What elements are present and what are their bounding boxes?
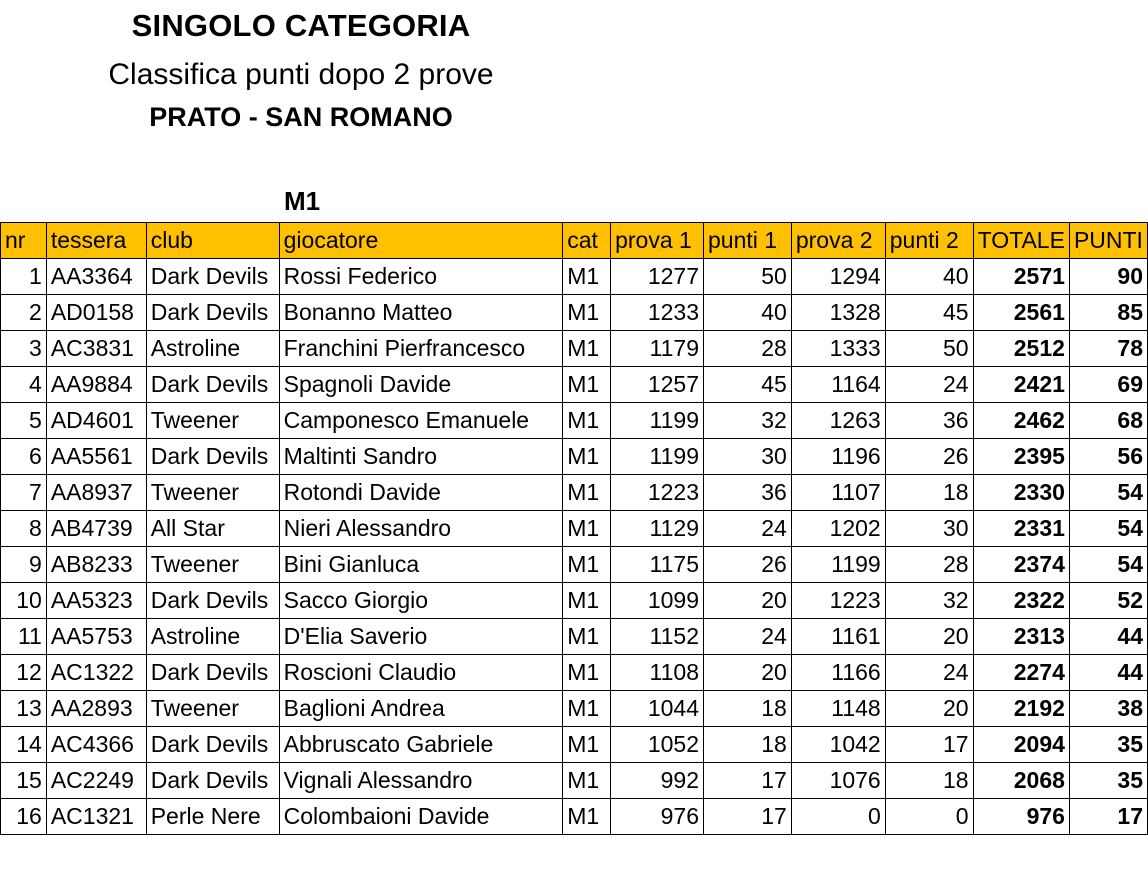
cell-tessera: AA3364 bbox=[46, 259, 146, 295]
cell-tessera: AD4601 bbox=[46, 403, 146, 439]
header-nr: nr bbox=[1, 223, 47, 259]
cell-club: Dark Devils bbox=[146, 763, 279, 799]
table-row bbox=[1, 655, 1148, 691]
cell-tessera: AC1322 bbox=[46, 655, 146, 691]
cell-punti-1: 32 bbox=[704, 403, 792, 439]
cell-punti-2: 36 bbox=[885, 403, 973, 439]
cell-giocatore: Abbruscato Gabriele bbox=[279, 727, 563, 763]
cell-punti-2: 18 bbox=[885, 763, 973, 799]
cell-cat: M1 bbox=[563, 331, 611, 367]
table-row bbox=[1, 511, 1148, 547]
cell-totale: 2313 bbox=[973, 619, 1069, 655]
cell-cat: M1 bbox=[563, 403, 611, 439]
cell-punti: 68 bbox=[1069, 403, 1147, 439]
cell-punti-2: 45 bbox=[885, 295, 973, 331]
cell-totale: 2068 bbox=[973, 763, 1069, 799]
cell-club: Tweener bbox=[146, 547, 279, 583]
cell-cat: M1 bbox=[563, 547, 611, 583]
cell-punti-1: 30 bbox=[704, 439, 792, 475]
cell-prova-1: 1044 bbox=[611, 691, 704, 727]
cell-tessera: AC1321 bbox=[46, 799, 146, 835]
cell-nr: 5 bbox=[1, 403, 47, 439]
cell-tessera: AC2249 bbox=[46, 763, 146, 799]
cell-giocatore: Spagnoli Davide bbox=[279, 367, 563, 403]
cell-prova-1: 1052 bbox=[611, 727, 704, 763]
table-row bbox=[1, 295, 1148, 331]
cell-nr: 11 bbox=[1, 619, 47, 655]
cell-nr: 2 bbox=[1, 295, 47, 331]
cell-tessera: AA9884 bbox=[46, 367, 146, 403]
cell-cat: M1 bbox=[563, 763, 611, 799]
header-tessera: tessera bbox=[46, 223, 146, 259]
cell-totale: 2192 bbox=[973, 691, 1069, 727]
table-row bbox=[1, 331, 1148, 367]
cell-giocatore: Camponesco Emanuele bbox=[279, 403, 563, 439]
cell-cat: M1 bbox=[563, 295, 611, 331]
cell-totale: 2512 bbox=[973, 331, 1069, 367]
header-prova-1: prova 1 bbox=[611, 223, 704, 259]
cell-totale: 2274 bbox=[973, 655, 1069, 691]
cell-prova-1: 976 bbox=[611, 799, 704, 835]
cell-prova-2: 1166 bbox=[791, 655, 885, 691]
cell-punti-1: 26 bbox=[704, 547, 792, 583]
cell-prova-2: 1263 bbox=[791, 403, 885, 439]
cell-cat: M1 bbox=[563, 583, 611, 619]
cell-prova-1: 1233 bbox=[611, 295, 704, 331]
cell-punti-1: 20 bbox=[704, 583, 792, 619]
cell-nr: 6 bbox=[1, 439, 47, 475]
cell-club: Perle Nere bbox=[146, 799, 279, 835]
page-title: SINGOLO CATEGORIA bbox=[131, 8, 471, 43]
cell-tessera: AA8937 bbox=[46, 475, 146, 511]
cell-cat: M1 bbox=[563, 511, 611, 547]
cell-totale: 2395 bbox=[973, 439, 1069, 475]
cell-prova-2: 1223 bbox=[791, 583, 885, 619]
cell-punti-2: 17 bbox=[885, 727, 973, 763]
cell-punti-1: 45 bbox=[704, 367, 792, 403]
cell-punti-2: 50 bbox=[885, 331, 973, 367]
header-punti: PUNTI bbox=[1069, 223, 1147, 259]
table-row bbox=[1, 799, 1148, 835]
cell-club: Dark Devils bbox=[146, 295, 279, 331]
cell-nr: 9 bbox=[1, 547, 47, 583]
cell-tessera: AC4366 bbox=[46, 727, 146, 763]
cell-giocatore: Colombaioni Davide bbox=[279, 799, 563, 835]
cell-tessera: AA5323 bbox=[46, 583, 146, 619]
cell-cat: M1 bbox=[563, 655, 611, 691]
cell-nr: 4 bbox=[1, 367, 47, 403]
cell-cat: M1 bbox=[563, 475, 611, 511]
cell-totale: 2322 bbox=[973, 583, 1069, 619]
category-label: M1 bbox=[284, 186, 321, 216]
cell-cat: M1 bbox=[563, 439, 611, 475]
cell-punti: 90 bbox=[1069, 259, 1147, 295]
cell-prova-1: 1223 bbox=[611, 475, 704, 511]
cell-prova-2: 1107 bbox=[791, 475, 885, 511]
cell-prova-2: 1196 bbox=[791, 439, 885, 475]
table-row bbox=[1, 403, 1148, 439]
cell-giocatore: Bini Gianluca bbox=[279, 547, 563, 583]
cell-punti: 35 bbox=[1069, 763, 1147, 799]
cell-club: Dark Devils bbox=[146, 655, 279, 691]
header-punti-1: punti 1 bbox=[704, 223, 792, 259]
cell-prova-2: 1042 bbox=[791, 727, 885, 763]
cell-nr: 7 bbox=[1, 475, 47, 511]
cell-tessera: AD0158 bbox=[46, 295, 146, 331]
cell-punti: 17 bbox=[1069, 799, 1147, 835]
cell-punti: 54 bbox=[1069, 475, 1147, 511]
cell-punti: 44 bbox=[1069, 655, 1147, 691]
cell-prova-2: 1164 bbox=[791, 367, 885, 403]
cell-cat: M1 bbox=[563, 619, 611, 655]
cell-prova-1: 1175 bbox=[611, 547, 704, 583]
cell-giocatore: Vignali Alessandro bbox=[279, 763, 563, 799]
cell-totale: 2571 bbox=[973, 259, 1069, 295]
header-cat: cat bbox=[563, 223, 611, 259]
cell-punti-2: 40 bbox=[885, 259, 973, 295]
event-location: PRATO - SAN ROMANO bbox=[149, 102, 453, 132]
cell-punti: 78 bbox=[1069, 331, 1147, 367]
cell-punti-2: 20 bbox=[885, 691, 973, 727]
cell-prova-2: 1148 bbox=[791, 691, 885, 727]
table-row bbox=[1, 763, 1148, 799]
cell-punti: 56 bbox=[1069, 439, 1147, 475]
cell-punti: 54 bbox=[1069, 511, 1147, 547]
cell-club: Dark Devils bbox=[146, 583, 279, 619]
cell-punti-2: 18 bbox=[885, 475, 973, 511]
cell-punti-2: 28 bbox=[885, 547, 973, 583]
cell-club: Dark Devils bbox=[146, 367, 279, 403]
table-row bbox=[1, 547, 1148, 583]
table-row bbox=[1, 583, 1148, 619]
cell-punti-1: 17 bbox=[704, 799, 792, 835]
cell-giocatore: Bonanno Matteo bbox=[279, 295, 563, 331]
cell-totale: 2421 bbox=[973, 367, 1069, 403]
cell-prova-2: 1294 bbox=[791, 259, 885, 295]
cell-nr: 14 bbox=[1, 727, 47, 763]
cell-cat: M1 bbox=[563, 727, 611, 763]
cell-totale: 2330 bbox=[973, 475, 1069, 511]
cell-club: All Star bbox=[146, 511, 279, 547]
cell-prova-1: 1277 bbox=[611, 259, 704, 295]
cell-club: Dark Devils bbox=[146, 259, 279, 295]
cell-punti: 38 bbox=[1069, 691, 1147, 727]
cell-punti: 69 bbox=[1069, 367, 1147, 403]
header-prova-2: prova 2 bbox=[791, 223, 885, 259]
cell-punti-1: 40 bbox=[704, 295, 792, 331]
cell-punti-1: 24 bbox=[704, 619, 792, 655]
cell-prova-1: 1152 bbox=[611, 619, 704, 655]
cell-giocatore: Rossi Federico bbox=[279, 259, 563, 295]
cell-prova-1: 992 bbox=[611, 763, 704, 799]
cell-giocatore: Nieri Alessandro bbox=[279, 511, 563, 547]
table-row bbox=[1, 439, 1148, 475]
header-club: club bbox=[146, 223, 279, 259]
cell-prova-2: 1328 bbox=[791, 295, 885, 331]
cell-punti-2: 0 bbox=[885, 799, 973, 835]
cell-nr: 12 bbox=[1, 655, 47, 691]
cell-punti: 54 bbox=[1069, 547, 1147, 583]
cell-prova-1: 1199 bbox=[611, 403, 704, 439]
cell-tessera: AA2893 bbox=[46, 691, 146, 727]
cell-prova-2: 1199 bbox=[791, 547, 885, 583]
cell-punti-2: 26 bbox=[885, 439, 973, 475]
cell-punti-2: 32 bbox=[885, 583, 973, 619]
header-punti-2: punti 2 bbox=[885, 223, 973, 259]
table-row bbox=[1, 475, 1148, 511]
cell-prova-1: 1179 bbox=[611, 331, 704, 367]
cell-prova-2: 1076 bbox=[791, 763, 885, 799]
cell-prova-1: 1108 bbox=[611, 655, 704, 691]
cell-giocatore: Sacco Giorgio bbox=[279, 583, 563, 619]
cell-prova-1: 1199 bbox=[611, 439, 704, 475]
cell-punti: 35 bbox=[1069, 727, 1147, 763]
table-row bbox=[1, 259, 1148, 295]
cell-punti-1: 17 bbox=[704, 763, 792, 799]
cell-punti: 44 bbox=[1069, 619, 1147, 655]
cell-totale: 2331 bbox=[973, 511, 1069, 547]
cell-punti-1: 36 bbox=[704, 475, 792, 511]
cell-totale: 2374 bbox=[973, 547, 1069, 583]
cell-tessera: AB4739 bbox=[46, 511, 146, 547]
cell-nr: 8 bbox=[1, 511, 47, 547]
cell-nr: 16 bbox=[1, 799, 47, 835]
cell-punti-1: 28 bbox=[704, 331, 792, 367]
cell-club: Tweener bbox=[146, 691, 279, 727]
cell-punti: 52 bbox=[1069, 583, 1147, 619]
table-row bbox=[1, 691, 1148, 727]
cell-punti-1: 18 bbox=[704, 691, 792, 727]
cell-punti-2: 24 bbox=[885, 367, 973, 403]
cell-prova-1: 1099 bbox=[611, 583, 704, 619]
cell-totale: 2094 bbox=[973, 727, 1069, 763]
cell-cat: M1 bbox=[563, 691, 611, 727]
cell-giocatore: Maltinti Sandro bbox=[279, 439, 563, 475]
cell-club: Dark Devils bbox=[146, 727, 279, 763]
cell-tessera: AA5753 bbox=[46, 619, 146, 655]
cell-totale: 2561 bbox=[973, 295, 1069, 331]
ranking-table bbox=[0, 222, 1148, 835]
cell-punti-1: 18 bbox=[704, 727, 792, 763]
cell-nr: 15 bbox=[1, 763, 47, 799]
cell-totale: 976 bbox=[973, 799, 1069, 835]
cell-punti-2: 24 bbox=[885, 655, 973, 691]
table-row bbox=[1, 727, 1148, 763]
cell-punti-2: 20 bbox=[885, 619, 973, 655]
cell-cat: M1 bbox=[563, 367, 611, 403]
header-giocatore: giocatore bbox=[279, 223, 563, 259]
table-row bbox=[1, 367, 1148, 403]
cell-club: Astroline bbox=[146, 619, 279, 655]
cell-prova-2: 1333 bbox=[791, 331, 885, 367]
cell-prova-2: 1161 bbox=[791, 619, 885, 655]
cell-tessera: AA5561 bbox=[46, 439, 146, 475]
cell-club: Tweener bbox=[146, 475, 279, 511]
cell-club: Astroline bbox=[146, 331, 279, 367]
cell-club: Tweener bbox=[146, 403, 279, 439]
cell-prova-2: 0 bbox=[791, 799, 885, 835]
cell-giocatore: Roscioni Claudio bbox=[279, 655, 563, 691]
cell-prova-1: 1129 bbox=[611, 511, 704, 547]
cell-nr: 3 bbox=[1, 331, 47, 367]
cell-nr: 1 bbox=[1, 259, 47, 295]
cell-tessera: AB8233 bbox=[46, 547, 146, 583]
cell-club: Dark Devils bbox=[146, 439, 279, 475]
cell-cat: M1 bbox=[563, 259, 611, 295]
cell-punti-2: 30 bbox=[885, 511, 973, 547]
cell-tessera: AC3831 bbox=[46, 331, 146, 367]
cell-giocatore: Rotondi Davide bbox=[279, 475, 563, 511]
cell-prova-2: 1202 bbox=[791, 511, 885, 547]
page-subtitle: Classifica punti dopo 2 prove bbox=[108, 58, 494, 91]
table-row bbox=[1, 619, 1148, 655]
header-totale: TOTALE bbox=[973, 223, 1069, 259]
cell-totale: 2462 bbox=[973, 403, 1069, 439]
cell-giocatore: D'Elia Saverio bbox=[279, 619, 563, 655]
cell-nr: 10 bbox=[1, 583, 47, 619]
cell-nr: 13 bbox=[1, 691, 47, 727]
cell-giocatore: Franchini Pierfrancesco bbox=[279, 331, 563, 367]
cell-giocatore: Baglioni Andrea bbox=[279, 691, 563, 727]
cell-cat: M1 bbox=[563, 799, 611, 835]
cell-punti-1: 20 bbox=[704, 655, 792, 691]
cell-punti-1: 50 bbox=[704, 259, 792, 295]
cell-prova-1: 1257 bbox=[611, 367, 704, 403]
cell-punti: 85 bbox=[1069, 295, 1147, 331]
cell-punti-1: 24 bbox=[704, 511, 792, 547]
table-header-row bbox=[1, 223, 1148, 259]
